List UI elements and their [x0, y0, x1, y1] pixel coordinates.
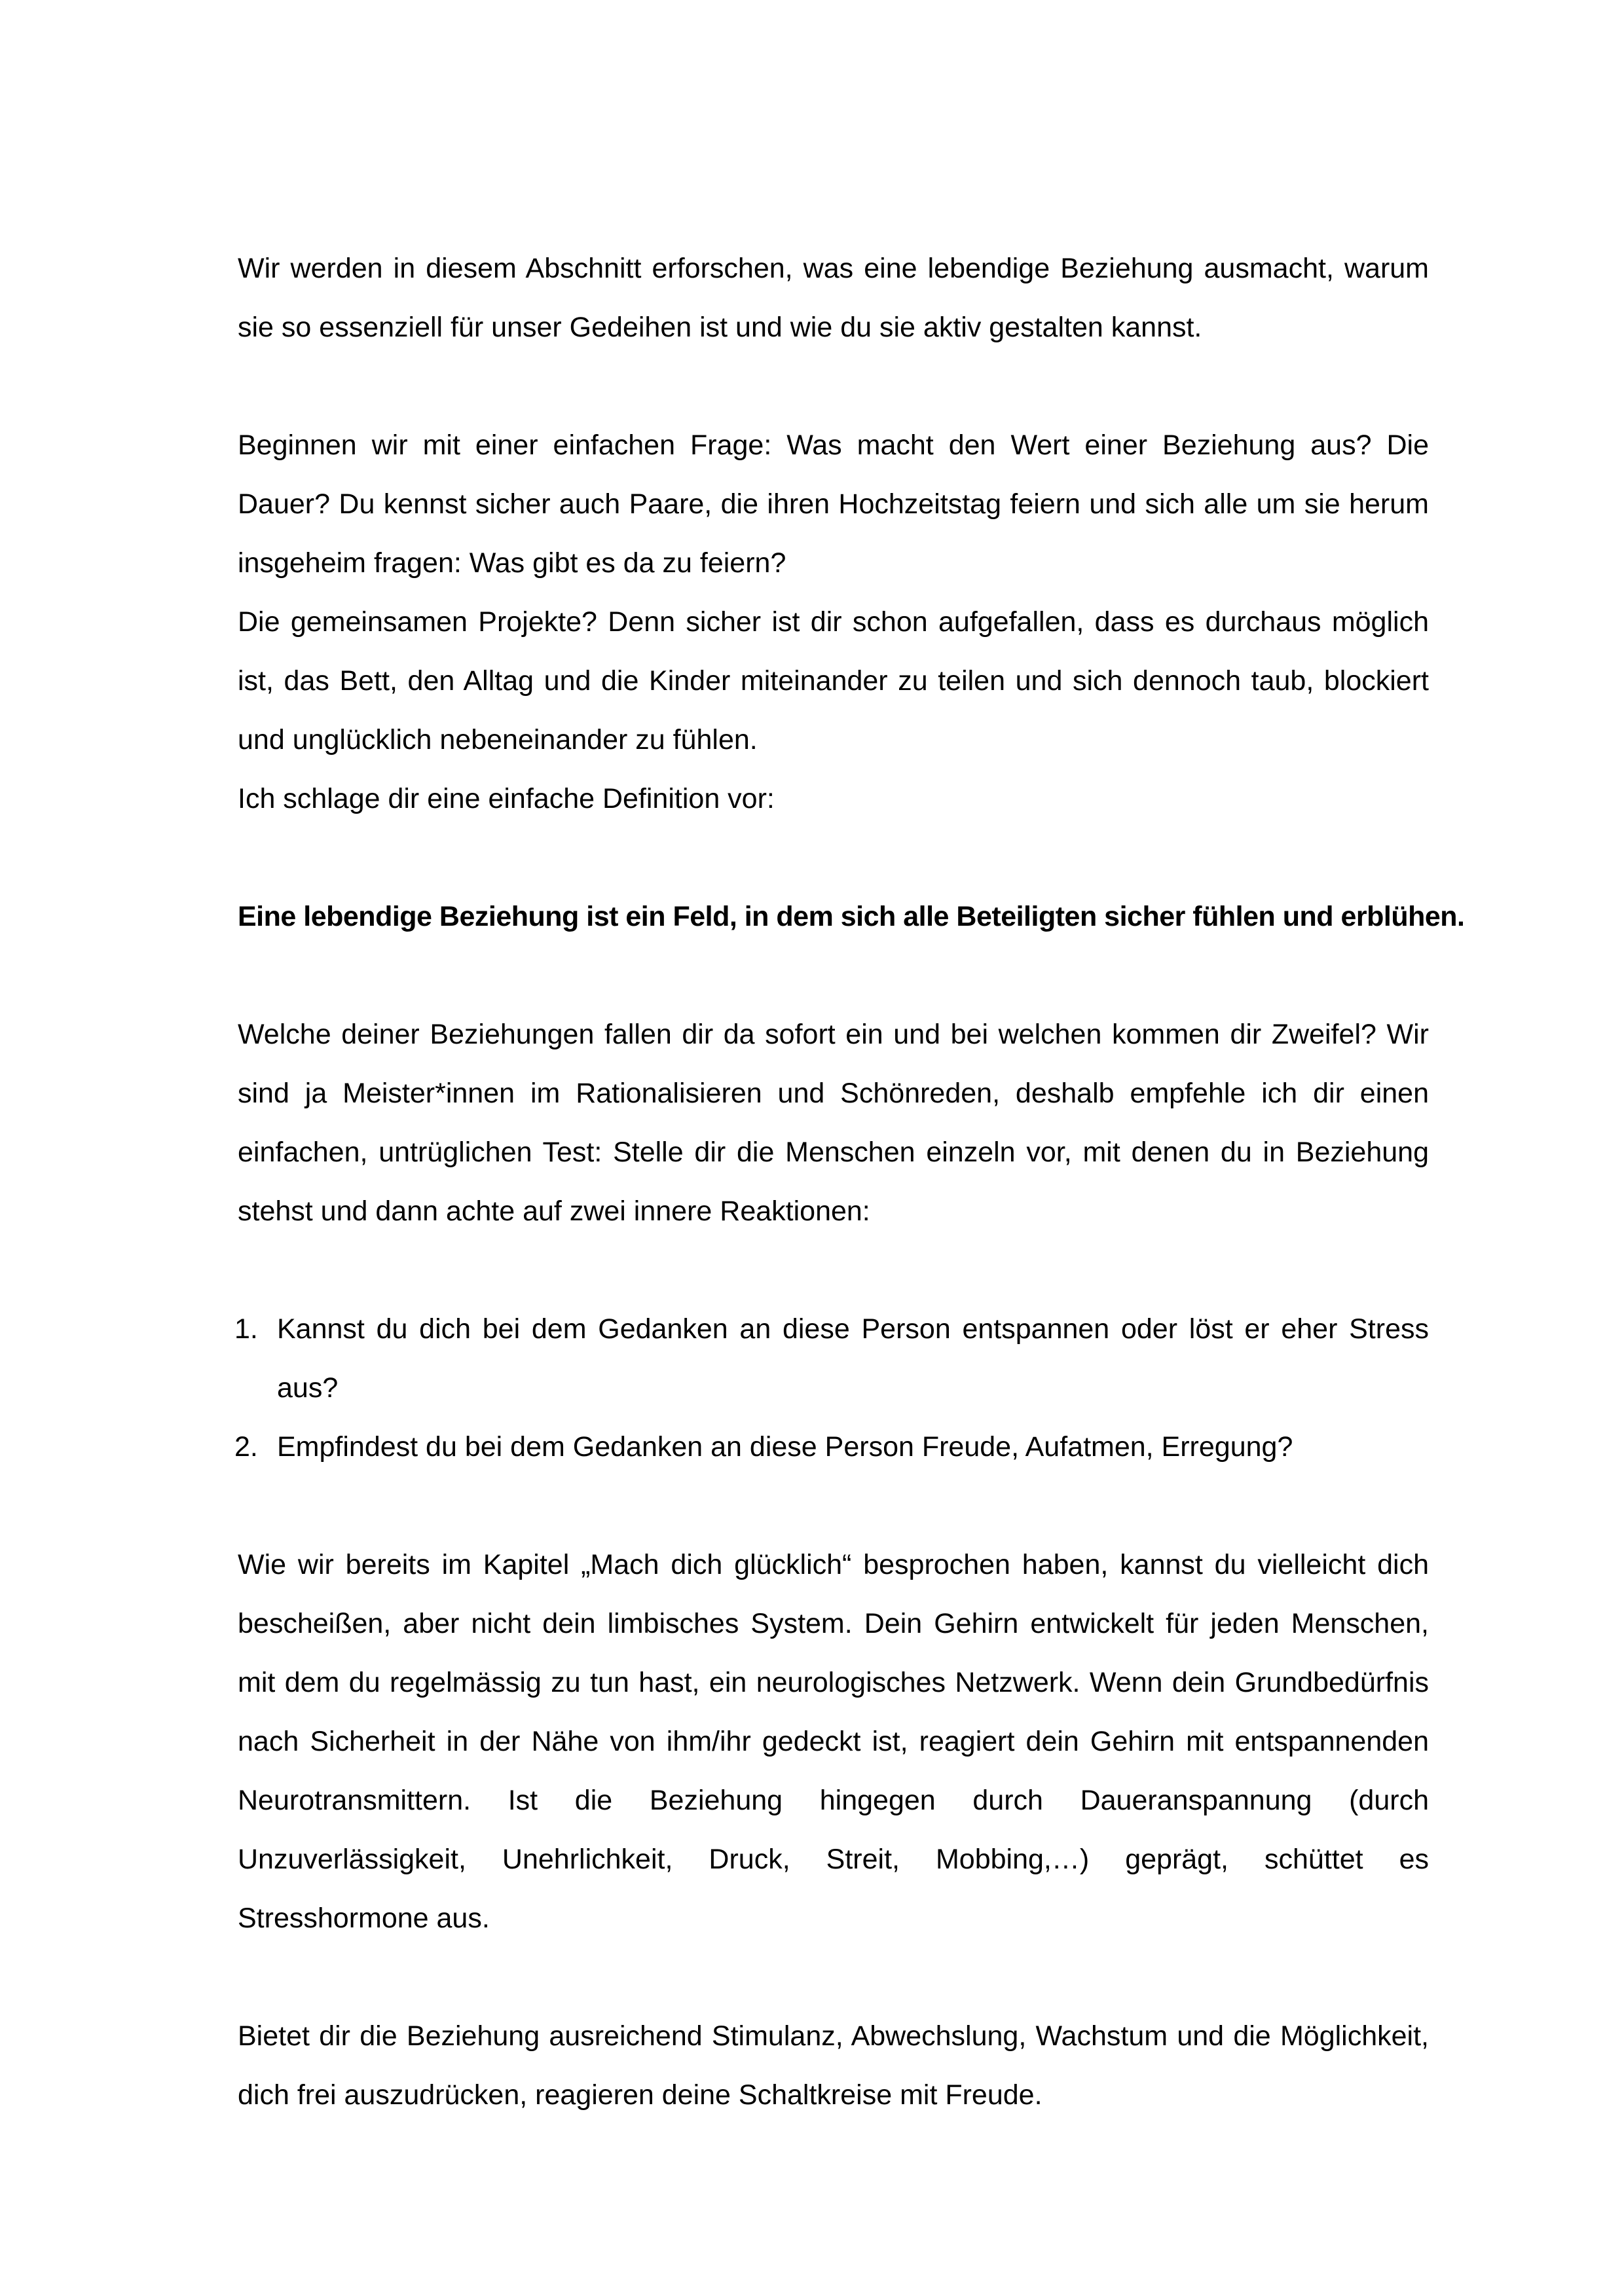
- paragraph-intro: Wir werden in diesem Abschnitt erforschen, was eine lebendige Beziehung ausmacht, warum sie so essenziell für unser Gedeihen ist und wie du sie aktiv gestalten kannst.: [238, 253, 1429, 343]
- paragraph-test: Welche deiner Beziehungen fallen dir da sofort ein und bei welchen kommen dir Zweifel? Wir sind ja Meister*innen im Rationalisieren und Schönreden, deshalb empfehle ich dir einen einfachen, untrüglichen Test: Stelle dir die Menschen einzeln vor, mit denen du in Beziehung stehst und dann achte auf zwei innere Reaktionen:: [238, 1019, 1429, 1227]
- paragraph-question: Beginnen wir mit einer einfachen Frage: Was macht den Wert einer Beziehung aus? Die Dauer? Du kennst sicher auch Paare, die ihren Hochzeitstag feiern und sich alle um sie herum insgeheim fragen: Was gibt es da zu feiern?: [238, 429, 1429, 579]
- reaction-list: [234, 1300, 1429, 1476]
- list-item-2-text: Empfindest du bei dem Gedanken an diese Person Freude, Aufatmen, Erregung?: [277, 1431, 1293, 1463]
- definition-statement: Eine lebendige Beziehung ist ein Feld, in dem sich alle Beteiligten sicher fühlen und erblühen.: [238, 901, 1465, 932]
- list-item-2-number: 2.: [234, 1431, 258, 1463]
- paragraph-stimulation: Bietet dir die Beziehung ausreichend Stimulanz, Abwechslung, Wachstum und die Möglichkeit, dich frei auszudrücken, reagieren deine Schaltkreise mit Freude.: [238, 2020, 1429, 2111]
- paragraph-projects: Die gemeinsamen Projekte? Denn sicher ist dir schon aufgefallen, dass es durchaus möglich ist, das Bett, den Alltag und die Kinder miteinander zu teilen und sich dennoch taub, blockiert und unglücklich nebeneinander zu fühlen.: [238, 606, 1429, 756]
- list-item-1: [234, 1300, 1429, 1417]
- list-item-2: [234, 1417, 1429, 1476]
- list-item-1-text: Kannst du dich bei dem Gedanken an diese Person entspannen oder löst er eher Stress aus?: [277, 1313, 1429, 1404]
- list-item-1-number: 1.: [234, 1313, 258, 1345]
- paragraph-definition-lead: Ich schlage dir eine einfache Definition vor:: [238, 783, 775, 814]
- paragraph-limbic: Wie wir bereits im Kapitel „Mach dich glücklich“ besprochen haben, kannst du vielleicht dich bescheißen, aber nicht dein limbisches System. Dein Gehirn entwickelt für jeden Menschen, mit dem du regelmässig zu tun hast, ein neurologisches Netzwerk. Wenn dein Grundbedürfnis nach Sicherheit in der Nähe von ihm/ihr gedeckt ist, reagiert dein Gehirn mit entspannenden Neurotransmittern. Ist die Beziehung hingegen durch Daueranspannung (durch Unzuverlässigkeit, Unehrlichkeit, Druck, Streit, Mobbing,…) geprägt, schüttet es Stresshormone aus.: [238, 1549, 1429, 1934]
